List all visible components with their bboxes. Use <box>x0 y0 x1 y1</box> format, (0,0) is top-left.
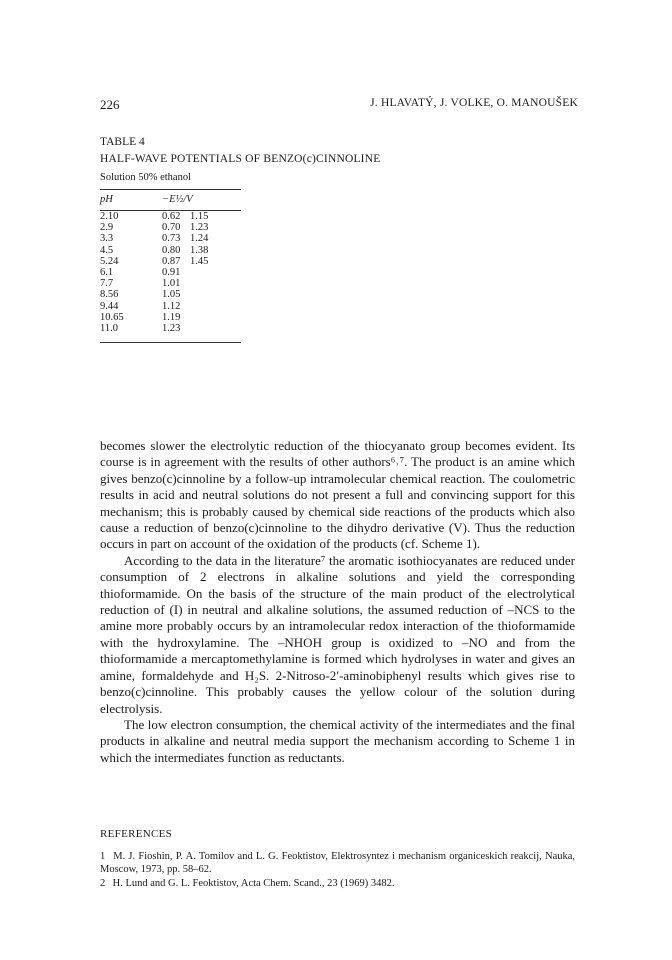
potential-cell: 1.45 <box>190 255 209 267</box>
potential-cell: 0.73 <box>162 233 181 245</box>
body-text <box>100 438 575 766</box>
column-header-potential: −E½/V <box>162 194 193 205</box>
table-row <box>100 245 241 256</box>
potential-cell: 0.70 <box>162 222 181 234</box>
references-list <box>100 850 575 892</box>
ph-cell: 5.24 <box>100 255 119 267</box>
reference-item <box>100 850 575 876</box>
references-heading: REFERENCES <box>100 828 173 840</box>
potential-cell <box>190 301 241 312</box>
table-row <box>100 267 241 278</box>
reference-text: M. J. Fioshin, P. A. Tomilov and L. G. Feoktistov, Elektrosyntez i mechanism organiceskich reakcij, Nauka, Moscow, 1973, pp. 58–62. <box>100 851 576 876</box>
table-row <box>100 222 241 233</box>
ph-cell: 6.1 <box>100 267 114 279</box>
ph-cell: 3.3 <box>100 233 114 245</box>
potential-cell: 0.91 <box>162 267 181 279</box>
paragraph: becomes slower the electrolytic reduction of the thiocyanato group becomes evident. Its course is in agreement with the results of other authors⁶˒⁷. The product is an amine which gives benzo(c)cinnoline by a follow-up intramolecular chemical reaction. The coulometric results in acid and neutral solutions do not present a full and convincing support for this mechanism; this is probably caused by chemical side reactions of the products which also cause a reduction of benzo(c)cinnoline to the dihydro derivative (V). Thus the reduction occurs in part on account of the oxidation of the products (cf. Scheme 1). <box>100 438 575 552</box>
table-row <box>100 256 241 267</box>
potential-cell <box>190 267 241 278</box>
table-block <box>100 135 540 344</box>
table-row <box>100 233 241 244</box>
potential-cell <box>190 278 241 289</box>
potential-cell: 1.38 <box>190 244 209 256</box>
ph-cell: 4.5 <box>100 244 114 256</box>
ph-cell: 9.44 <box>100 300 119 312</box>
potential-cell: 1.23 <box>162 323 181 335</box>
potential-cell: 1.24 <box>190 233 209 245</box>
table-row <box>100 301 241 312</box>
table-label: TABLE 4 <box>100 136 145 148</box>
column-header-ph: pH <box>100 194 113 205</box>
ph-cell: 7.7 <box>100 278 114 290</box>
table-row <box>100 312 241 323</box>
potential-cell: 0.87 <box>162 255 181 267</box>
potential-cell <box>190 289 241 300</box>
reference-number: 1 <box>100 851 106 862</box>
ph-cell: 11.0 <box>100 323 118 335</box>
potential-cell: 1.19 <box>162 311 181 323</box>
potential-cell: 1.12 <box>162 300 181 312</box>
potential-cell: 1.15 <box>190 211 209 222</box>
reference-item <box>100 877 575 890</box>
paragraph: The low electron consumption, the chemical activity of the intermediates and the final products in alkaline and neutral media support the mechanism according to Scheme 1 in which the intermediates function as reductants. <box>100 716 575 765</box>
potential-cell: 1.01 <box>162 278 181 290</box>
ph-cell: 8.56 <box>100 289 119 301</box>
potential-cell <box>190 323 241 343</box>
paragraph: According to the data in the literature⁷ the aromatic isothiocyanates are reduced under consumption of 2 electrons in alkaline solutions and yield the corresponding thioformamide. On the basis of the structure of the main product of the electrolytical reduction of (I) in neutral and alkaline solutions, the assumed reduction of –NCS to the amine more probably occurs by an intramolecular redox interaction of the thioformamide with the hydroxylamine. The –NHOH group is oxidized to –NO and from the thioformamide a mercaptomethylamine is formed which hydrolyses in water and gives an amine, formaldehyde and H₂S. 2-Nitroso-2′-aminobiphenyl results which gives rise to benzo(c)cinnoline. This probably causes the yellow colour of the solution during electrolysis. <box>100 552 575 716</box>
table-row <box>100 278 241 289</box>
running-head: J. HLAVATÝ, J. VOLKE, O. MANOUŠEK <box>370 97 578 109</box>
potentials-table <box>100 189 241 344</box>
potential-cell: 1.05 <box>162 289 181 301</box>
potential-cell: 1.23 <box>190 222 209 234</box>
ph-cell: 2.10 <box>100 211 119 222</box>
table-row <box>100 289 241 300</box>
table-row <box>100 323 241 343</box>
ph-cell: 2.9 <box>100 222 114 234</box>
potential-cell <box>190 312 241 323</box>
table-subtitle: Solution 50% ethanol <box>100 172 191 183</box>
reference-number: 2 <box>100 878 106 890</box>
table-row <box>100 211 241 223</box>
page-number: 226 <box>100 97 120 112</box>
potential-cell: 0.80 <box>162 244 181 256</box>
ph-cell: 10.65 <box>100 311 124 323</box>
reference-text: H. Lund and G. L. Feoktistov, Acta Chem. Scand., 23 (1969) 3482. <box>112 878 395 890</box>
table-title: HALF-WAVE POTENTIALS OF BENZO(c)CINNOLINE <box>100 153 381 165</box>
potential-cell: 0.62 <box>162 211 181 222</box>
